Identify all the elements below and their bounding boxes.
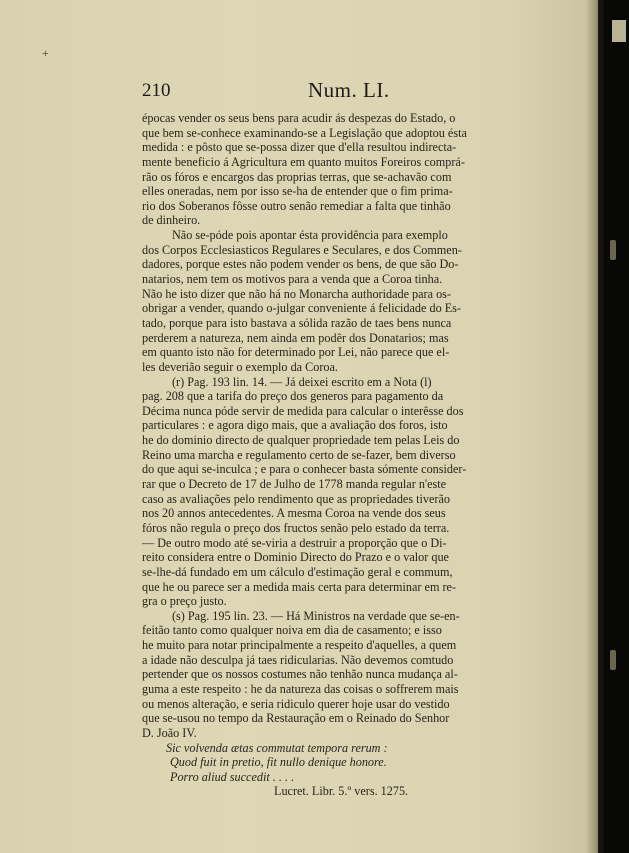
text-line: Décima nunca póde servir de medida para calcular o interêsse dos	[142, 403, 464, 418]
text-line: rio dos Soberanos fôsse outro senão remediar a falta que tinhão	[142, 198, 451, 213]
text-line: feitão tanto como qualquer noiva em dia de casamento; e isso	[142, 623, 442, 638]
text-line: Não se-póde pois apontar ésta providência para exemplo	[172, 228, 448, 243]
text-line: natarios, nem tem os motivos para a venda que a Coroa tinha.	[142, 272, 443, 287]
text-line: he do dominio directo de qualquer propriedade tem pelas Leis do	[142, 433, 460, 448]
text-line: se-lhe-dá fundado em um cálculo d'estimação geral e commum,	[142, 564, 453, 579]
text-line: D. João IV.	[142, 725, 197, 740]
text-line: Não he isto dizer que não há no Monarcha authoridade para os-	[142, 286, 451, 301]
text-line: particulares : e agora digo mais, que a avaliação dos foros, isto	[142, 418, 448, 433]
text-line: Porro aliud succedit . . . .	[170, 769, 295, 784]
text-line: dadores, porque estes não podem vender os bens, de que são Do-	[142, 257, 459, 272]
text-line: que he ou parece ser a medida mais certa para determinar em re-	[142, 579, 456, 594]
page-edge-shadow	[586, 0, 604, 853]
running-header	[140, 76, 520, 106]
text-line: reito considera entre o Dominio Directo do Prazo e o valor que	[142, 550, 449, 565]
scan-background	[604, 0, 629, 853]
text-line: caso as avaliações pelo rendimento que as propriedades tiverão	[142, 491, 450, 506]
page-number: 210	[142, 80, 171, 101]
text-line: he muito para notar principalmente a respeito d'aquelles, a quem	[142, 638, 457, 653]
text-line: épocas vender os seus bens para acudir ás despezas do Estado, o	[142, 111, 456, 125]
text-line: pertender que os nossos costumes não tenhão nunca mudança al-	[142, 667, 458, 682]
text-line: (r) Pag. 193 lin. 14. — Já deixei escrito em a Nota (l)	[172, 374, 432, 389]
paper-tab	[612, 20, 626, 42]
text-line: les deverião seguir o exemplo da Coroa.	[142, 359, 338, 374]
text-line: pag. 208 que a tarifa do preço dos generos para pagamento da	[142, 389, 444, 404]
text-line: do que aqui se-inculca ; e para o conhecer basta sómente consider-	[142, 462, 467, 477]
text-line: gra o preço justo.	[142, 594, 227, 609]
text-line: fóros não regula o preço dos fructos senão pelo estado da terra.	[142, 520, 450, 535]
text-line: a idade não desculpa já taes ridicularias. Não devemos comtudo	[142, 652, 454, 667]
text-line: medida : e pôsto que se-possa dizer que d'ella resultou indirecta-	[142, 140, 457, 155]
text-line: obrigar a vender, quando o-julgar conveniente á felicidade do Es-	[142, 301, 461, 316]
text-line: de dinheiro.	[142, 213, 201, 228]
text-line: Sic volvenda ætas commutat tempora rerum :	[166, 740, 388, 755]
text-line: que bem se-conhece examinando-se a Legislação que adoptou ésta	[142, 125, 467, 140]
binding-nub	[610, 240, 616, 260]
text-line: que se-usou no tempo da Restauração em o Reinado do Senhor	[142, 711, 450, 726]
text-line: Reino uma marcha e regulamento certo de se-fazer, bem diverso	[142, 447, 456, 462]
binding-nub	[610, 650, 616, 670]
text-line: nos 20 annos antecedentes. A mesma Coroa na vende dos seus	[142, 506, 446, 521]
text-line: em quanto isto não for determinado por Lei, não parece que el-	[142, 345, 450, 360]
text-line: elles oneradas, nem por isso se-ha de entender que o fim prima-	[142, 184, 453, 199]
text-line: mente beneficio á Agricultura em quanto muitos Foreiros comprá-	[142, 154, 465, 169]
text-line: tado, porque para isto bastava a sólida razão de taes bens nunca	[142, 315, 452, 330]
text-line: dos Corpos Ecclesiasticos Regulares e Seculares, e dos Commen-	[142, 242, 462, 257]
body-text	[142, 111, 520, 799]
text-line: rão os fóros e encargos das proprias terras, que se-achavão com	[142, 169, 452, 184]
text-line: Lucret. Libr. 5.º vers. 1275.	[274, 784, 409, 799]
page-title: Num. LI.	[308, 78, 390, 102]
text-line: ou menos alteração, e seria ridiculo querer hoje usar do vestido	[142, 696, 450, 711]
text-line: — De outro modo até se-viria a destruir a proporção que o Di-	[142, 535, 447, 550]
margin-mark: +	[42, 46, 49, 60]
text-line: rar que o Decreto de 17 de Julho de 1778 manda regular n'este	[142, 477, 447, 492]
text-line: Quod fuit in pretio, fit nullo denique honore.	[170, 755, 387, 770]
text-line: (s) Pag. 195 lin. 23. — Há Ministros na verdade que se-en-	[172, 608, 460, 623]
text-line: guma a este respeito : he da natureza das coisas o soffrerem mais	[142, 681, 459, 696]
text-line: perderem a natureza, nem ainda em podêr dos Donatarios; mas	[142, 330, 449, 345]
